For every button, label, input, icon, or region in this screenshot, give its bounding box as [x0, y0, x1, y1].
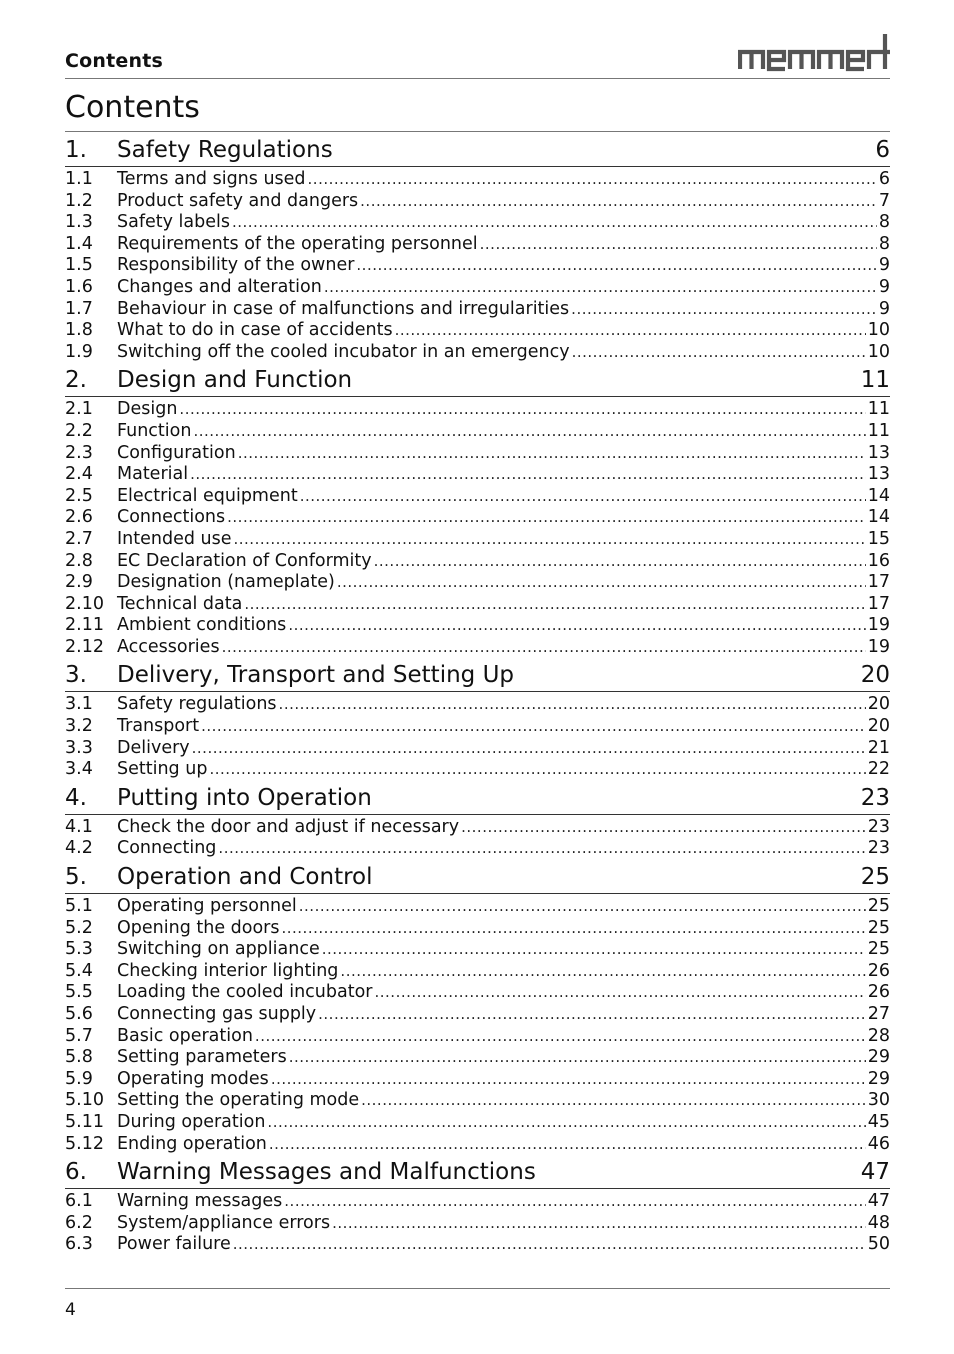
toc-chapter-number: 3. [65, 662, 87, 689]
toc-entry-page: 20 [867, 694, 890, 715]
toc-entry-number: 2.3 [65, 442, 93, 463]
toc-entry-title: Setting parameters [117, 1047, 287, 1068]
dot-leader [255, 1026, 866, 1048]
dot-leader [337, 572, 866, 594]
toc-entry[interactable] [65, 594, 890, 616]
toc-entry-number: 5.11 [65, 1111, 104, 1132]
toc-entry-number: 5.2 [65, 917, 93, 938]
toc-entry-number: 1.8 [65, 320, 93, 341]
toc-entry-page: 9 [878, 298, 890, 319]
toc-entry-title: Material [117, 464, 189, 485]
toc-entry-number: 5.8 [65, 1047, 93, 1068]
toc-chapter-number: 6. [65, 1159, 87, 1186]
toc-entry-page: 46 [867, 1133, 890, 1154]
toc-entry[interactable] [65, 738, 890, 760]
toc-entry-number: 5.6 [65, 1004, 93, 1024]
dot-leader [299, 896, 866, 918]
toc-chapter-title: Design and Function [117, 367, 353, 394]
dot-leader [279, 694, 866, 716]
toc-entry-number: 1.5 [65, 255, 93, 276]
toc-entry[interactable] [65, 918, 890, 940]
toc-entry-title: Check the door and adjust if necessary [117, 816, 460, 837]
toc-section [65, 861, 890, 1156]
toc-entry-title: Setting the operating mode [117, 1090, 360, 1111]
toc-section [65, 659, 890, 781]
toc-entry[interactable] [65, 277, 890, 299]
toc-entry-title: Accessories [117, 636, 220, 657]
dot-leader [340, 961, 865, 983]
toc-section [65, 134, 890, 364]
toc-entry-list [65, 397, 890, 659]
toc-entry-page: 27 [867, 1004, 890, 1024]
toc-entry[interactable] [65, 817, 890, 839]
toc-entry-page: 50 [867, 1234, 890, 1255]
toc-entry-number: 2.2 [65, 420, 93, 441]
toc-entry[interactable] [65, 1134, 890, 1156]
toc-entry-number: 1.6 [65, 276, 93, 297]
toc-entry[interactable] [65, 1069, 890, 1091]
toc-entry-title: Basic operation [117, 1025, 253, 1046]
toc-entry-page: 48 [867, 1212, 890, 1233]
dot-leader [308, 169, 877, 191]
toc-entry-title: Connections [117, 507, 226, 528]
toc-entry-title: What to do in case of accidents [117, 320, 393, 341]
toc-entry-title: Operating personnel [117, 896, 297, 917]
toc-entry[interactable] [65, 1213, 890, 1235]
toc-entry-title: Behaviour in case of malfunctions and irregularities [117, 298, 570, 319]
toc-entry[interactable] [65, 299, 890, 321]
dot-leader [218, 838, 865, 860]
toc-entry-page: 47 [867, 1191, 890, 1212]
dot-leader [360, 191, 877, 213]
toc-chapter-heading[interactable] [65, 1156, 890, 1189]
toc-entry-page: 6 [878, 169, 890, 189]
toc-entry-page: 10 [867, 341, 890, 362]
dot-leader [179, 399, 865, 421]
dot-leader [222, 637, 866, 659]
toc-chapter-title: Operation and Control [117, 864, 373, 891]
toc-entry-page: 9 [878, 276, 890, 297]
header-rule [65, 78, 890, 79]
toc-entry-number: 2.7 [65, 528, 93, 549]
toc-entry[interactable] [65, 961, 890, 983]
toc-entry[interactable] [65, 320, 890, 342]
toc-entry[interactable] [65, 399, 890, 421]
toc-entry-number: 6.3 [65, 1234, 93, 1255]
memmert-logo [738, 32, 890, 72]
dot-leader [571, 299, 877, 321]
toc-entry-number: 5.10 [65, 1090, 104, 1111]
toc-entry[interactable] [65, 838, 890, 860]
toc-entry[interactable] [65, 234, 890, 256]
dot-leader [324, 277, 877, 299]
toc-entry-title: Connecting gas supply [117, 1004, 317, 1024]
toc-chapter-number: 2. [65, 367, 87, 394]
toc-entry-page: 19 [867, 636, 890, 657]
toc-entry-number: 6.2 [65, 1212, 93, 1233]
toc-entry-title: Loading the cooled incubator [117, 982, 373, 1003]
toc-entry-page: 7 [878, 190, 890, 211]
dot-leader [318, 1004, 866, 1026]
dot-leader [374, 551, 866, 573]
toc-chapter-page: 47 [860, 1159, 890, 1186]
toc-entry[interactable] [65, 572, 890, 594]
toc-entry-number: 1.4 [65, 233, 93, 254]
toc-entry[interactable] [65, 759, 890, 781]
toc-entry[interactable] [65, 507, 890, 529]
toc-entry-title: Configuration [117, 442, 236, 463]
toc-entry-title: Warning messages [117, 1191, 283, 1212]
toc-entry[interactable] [65, 982, 890, 1004]
toc-chapter-page: 6 [875, 137, 890, 163]
toc-entry-page: 17 [867, 593, 890, 614]
toc-entry-number: 5.9 [65, 1068, 93, 1089]
toc-entry-number: 2.4 [65, 464, 93, 485]
toc-entry[interactable] [65, 443, 890, 465]
toc-entry[interactable] [65, 169, 890, 191]
toc-entry-list [65, 1189, 890, 1257]
toc-entry-title: Product safety and dangers [117, 190, 359, 211]
toc-entry-title: Design [117, 399, 178, 420]
toc-entry-page: 25 [867, 917, 890, 938]
toc-entry-number: 1.2 [65, 190, 93, 211]
toc-entry-number: 2.1 [65, 399, 93, 420]
toc-entry-page: 10 [867, 320, 890, 341]
toc-entry-page: 14 [867, 507, 890, 528]
toc-entry-title: Responsibility of the owner [117, 255, 355, 276]
toc-entry[interactable] [65, 529, 890, 551]
toc-entry-number: 2.12 [65, 636, 104, 657]
toc-entry-title: Transport [117, 716, 200, 737]
toc-entry-number: 3.3 [65, 737, 93, 758]
toc-entry-page: 22 [867, 759, 890, 780]
toc-entry-title: Changes and alteration [117, 276, 322, 297]
toc-entry-title: Switching off the cooled incubator in an emergency [117, 341, 570, 362]
toc-entry[interactable] [65, 486, 890, 508]
toc-chapter-page: 23 [860, 784, 890, 811]
toc-entry-number: 1.9 [65, 341, 93, 362]
toc-entry-title: Safety regulations [117, 694, 277, 715]
toc-entry-list [65, 692, 890, 781]
toc-entry[interactable] [65, 1191, 890, 1213]
toc-entry-title: Technical data [117, 593, 243, 614]
page-title: Contents [65, 90, 200, 125]
toc-entry[interactable] [65, 694, 890, 716]
toc-entry-page: 19 [867, 615, 890, 636]
toc-entry-page: 29 [867, 1047, 890, 1068]
page-number: 4 [65, 1300, 76, 1320]
toc-entry-title: Requirements of the operating personnel [117, 233, 478, 254]
toc-chapter-title: Safety Regulations [117, 137, 333, 163]
toc-entry[interactable] [65, 342, 890, 364]
toc-chapter-heading[interactable] [65, 134, 890, 167]
dot-leader [271, 1069, 866, 1091]
toc-entry-page: 30 [867, 1090, 890, 1111]
toc-entry-number: 4.1 [65, 816, 93, 837]
toc-entry-number: 2.8 [65, 550, 93, 571]
toc-entry-page: 13 [867, 442, 890, 463]
dot-leader [192, 738, 866, 760]
toc-entry[interactable] [65, 896, 890, 918]
toc-entry-list [65, 167, 890, 364]
dot-leader [209, 759, 865, 781]
toc-entry[interactable] [65, 1026, 890, 1048]
toc-chapter-number: 4. [65, 784, 87, 811]
toc-section [65, 1156, 890, 1257]
toc-entry-page: 25 [867, 896, 890, 917]
toc-entry[interactable] [65, 637, 890, 659]
toc-entry-number: 5.1 [65, 896, 93, 917]
title-rule [65, 131, 890, 132]
toc-entry-number: 3.4 [65, 759, 93, 780]
toc-entry-page: 28 [867, 1025, 890, 1046]
toc-entry-title: Operating modes [117, 1068, 269, 1089]
toc-entry-title: System/appliance errors [117, 1212, 331, 1233]
toc-chapter-title: Warning Messages and Malfunctions [117, 1159, 536, 1186]
toc-entry[interactable] [65, 1234, 890, 1256]
toc-entry-number: 5.4 [65, 960, 93, 981]
toc-entry-page: 20 [867, 716, 890, 737]
toc-entry-list [65, 894, 890, 1156]
toc-entry-number: 3.2 [65, 716, 93, 737]
toc-entry-number: 2.10 [65, 593, 104, 614]
toc-entry-title: Switching on appliance [117, 939, 320, 960]
table-of-contents [65, 134, 890, 1257]
toc-entry-number: 1.1 [65, 169, 93, 189]
dot-leader [193, 421, 865, 443]
footer-rule [65, 1288, 890, 1289]
dot-leader [375, 982, 866, 1004]
dot-leader [361, 1090, 866, 1112]
dot-leader [269, 1134, 866, 1156]
toc-entry-title: Terms and signs used [117, 169, 306, 189]
toc-entry-page: 26 [867, 960, 890, 981]
dot-leader [234, 529, 866, 551]
toc-chapter-number: 1. [65, 137, 87, 163]
toc-entry[interactable] [65, 1004, 890, 1026]
toc-entry-number: 4.2 [65, 838, 93, 859]
toc-entry[interactable] [65, 551, 890, 573]
toc-section [65, 782, 890, 861]
toc-chapter-heading[interactable] [65, 659, 890, 692]
toc-entry-title: Function [117, 420, 192, 441]
toc-entry[interactable] [65, 191, 890, 213]
dot-leader [238, 443, 866, 465]
toc-entry[interactable] [65, 716, 890, 738]
dot-leader [395, 320, 866, 342]
toc-entry-page: 14 [867, 485, 890, 506]
toc-entry[interactable] [65, 1047, 890, 1069]
dot-leader [356, 255, 876, 277]
dot-leader [322, 939, 866, 961]
toc-entry-page: 9 [878, 255, 890, 276]
toc-chapter-page: 20 [860, 662, 890, 689]
toc-entry-number: 5.7 [65, 1025, 93, 1046]
toc-entry-title: During operation [117, 1111, 266, 1132]
toc-entry-number: 1.3 [65, 212, 93, 233]
toc-entry-number: 3.1 [65, 694, 93, 715]
toc-entry-page: 11 [867, 399, 890, 420]
toc-chapter-page: 11 [860, 367, 890, 394]
toc-chapter-heading[interactable] [65, 782, 890, 815]
toc-entry-page: 23 [867, 838, 890, 859]
toc-entry[interactable] [65, 212, 890, 234]
toc-entry-title: Intended use [117, 528, 232, 549]
dot-leader [267, 1112, 865, 1134]
toc-entry-title: Ending operation [117, 1133, 267, 1154]
toc-entry-title: Connecting [117, 838, 217, 859]
toc-entry-title: Checking interior lighting [117, 960, 339, 981]
toc-entry-number: 2.5 [65, 485, 93, 506]
toc-entry-title: Opening the doors [117, 917, 280, 938]
toc-entry-page: 16 [867, 550, 890, 571]
dot-leader [232, 212, 877, 234]
toc-entry-number: 1.7 [65, 298, 93, 319]
toc-entry-list [65, 815, 890, 861]
toc-entry[interactable] [65, 1090, 890, 1112]
toc-entry[interactable] [65, 255, 890, 277]
toc-entry-title: EC Declaration of Conformity [117, 550, 372, 571]
toc-entry[interactable] [65, 421, 890, 443]
toc-entry-title: Designation (nameplate) [117, 572, 335, 593]
toc-entry-title: Electrical equipment [117, 485, 298, 506]
toc-entry[interactable] [65, 939, 890, 961]
toc-entry-title: Safety labels [117, 212, 230, 233]
dot-leader [244, 594, 865, 616]
toc-entry-page: 8 [878, 233, 890, 254]
toc-entry-page: 23 [867, 816, 890, 837]
dot-leader [332, 1213, 866, 1235]
toc-chapter-page: 25 [860, 864, 890, 891]
toc-entry-page: 17 [867, 572, 890, 593]
toc-entry-page: 29 [867, 1068, 890, 1089]
dot-leader [190, 464, 866, 486]
toc-entry-page: 8 [878, 212, 890, 233]
toc-entry-title: Power failure [117, 1234, 231, 1255]
dot-leader [284, 1191, 865, 1213]
dot-leader [480, 234, 877, 256]
toc-entry-number: 2.9 [65, 572, 93, 593]
dot-leader [227, 507, 866, 529]
toc-entry-page: 25 [867, 939, 890, 960]
dot-leader [288, 615, 865, 637]
toc-entry-number: 6.1 [65, 1191, 93, 1212]
toc-entry-page: 15 [867, 528, 890, 549]
dot-leader [281, 918, 865, 940]
toc-entry[interactable] [65, 464, 890, 486]
dot-leader [572, 342, 866, 364]
toc-entry[interactable] [65, 615, 890, 637]
toc-entry-title: Ambient conditions [117, 615, 287, 636]
toc-entry-number: 2.6 [65, 507, 93, 528]
toc-entry-page: 11 [867, 420, 890, 441]
dot-leader [300, 486, 866, 508]
running-header-title: Contents [65, 50, 164, 72]
toc-entry[interactable] [65, 1112, 890, 1134]
toc-entry-number: 2.11 [65, 615, 104, 636]
dot-leader [461, 817, 866, 839]
dot-leader [289, 1047, 866, 1069]
toc-entry-page: 26 [867, 982, 890, 1003]
toc-entry-number: 5.3 [65, 939, 93, 960]
toc-chapter-heading[interactable] [65, 364, 890, 397]
toc-chapter-heading[interactable] [65, 861, 890, 894]
toc-entry-title: Setting up [117, 759, 208, 780]
dot-leader [233, 1234, 866, 1256]
dot-leader [201, 716, 866, 738]
toc-entry-page: 13 [867, 464, 890, 485]
toc-entry-title: Delivery [117, 737, 190, 758]
toc-entry-page: 45 [867, 1111, 890, 1132]
toc-chapter-title: Putting into Operation [117, 784, 372, 811]
toc-section [65, 364, 890, 659]
toc-chapter-number: 5. [65, 864, 87, 891]
toc-entry-number: 5.5 [65, 982, 93, 1003]
toc-chapter-title: Delivery, Transport and Setting Up [117, 662, 515, 689]
toc-entry-number: 5.12 [65, 1133, 104, 1154]
toc-entry-page: 21 [867, 737, 890, 758]
